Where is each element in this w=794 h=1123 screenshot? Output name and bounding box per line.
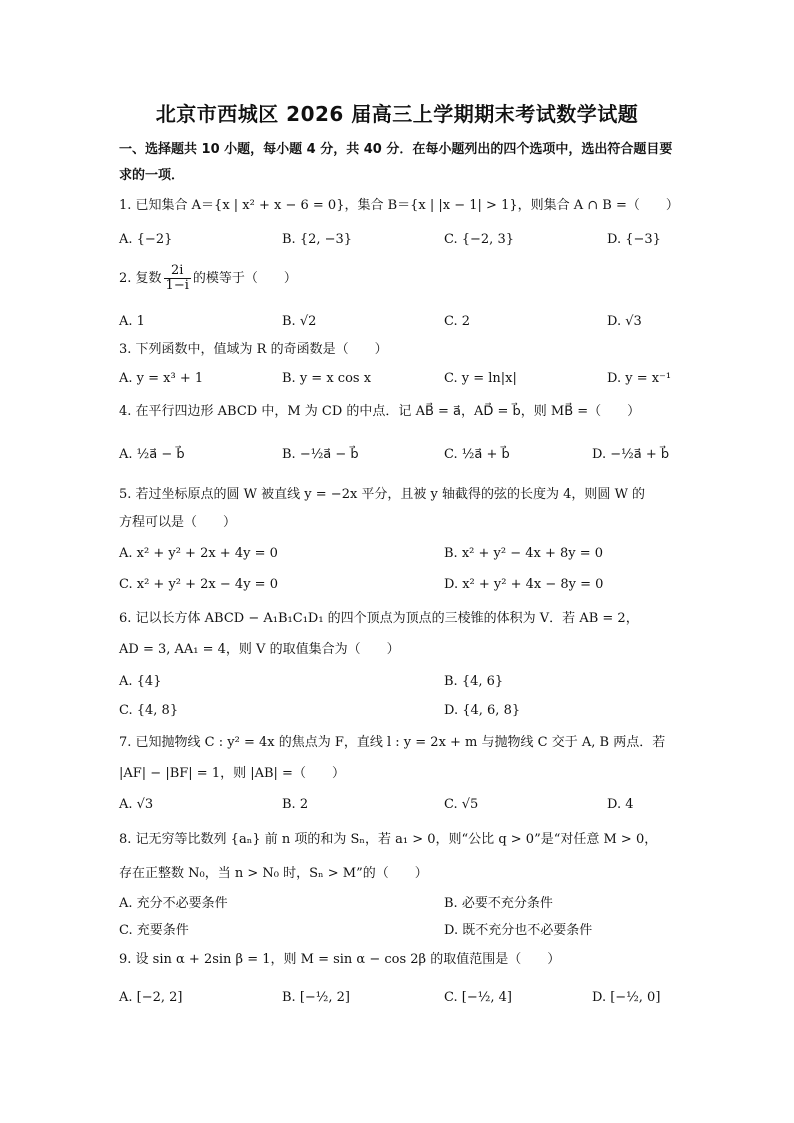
q5-option-a: A. x² + y² + 2x + 4y = 0 xyxy=(119,546,278,561)
q7-option-c: C. √5 xyxy=(444,797,479,812)
question-1-stem: 1. 已知集合 A＝{x | x² + x − 6 = 0}，集合 B＝{x | |x − 1| > 1}，则集合 A ∩ B =（ ） xyxy=(119,198,679,213)
question-2-stem xyxy=(119,264,297,293)
question-3-stem: 3. 下列函数中，值域为 R 的奇函数是（ ） xyxy=(119,342,388,357)
q9-option-d: D. [−½, 0] xyxy=(592,990,661,1005)
q4-option-c: C. ½a⃗ + b⃗ xyxy=(444,447,510,462)
question-6-stem-cont: AD = 3, AA₁ = 4，则 V 的取值集合为（ ） xyxy=(119,642,400,657)
q6-option-d: D. {4, 6, 8} xyxy=(444,703,521,718)
q8-option-d: D. 既不充分也不必要条件 xyxy=(444,923,593,938)
q2-option-b: B. √2 xyxy=(282,314,317,329)
q2-fraction-numerator: 2i xyxy=(164,264,191,279)
q7-option-b: B. 2 xyxy=(282,797,309,812)
section-heading: 一、选择题共 10 小题，每小题 4 分，共 40 分．在每小题列出的四个选项中，选出符合题目要求的一项． xyxy=(119,142,673,183)
question-7-stem: 7. 已知抛物线 C : y² = 4x 的焦点为 F，直线 l : y = 2x + m 与抛物线 C 交于 A, B 两点．若 xyxy=(119,735,666,750)
question-6-stem: 6. 记以长方体 ABCD − A₁B₁C₁D₁ 的四个顶点为顶点的三棱锥的体积为 V．若 AB = 2， xyxy=(119,611,639,626)
q1-option-c: C. {−2, 3} xyxy=(444,232,514,247)
q5-option-b: B. x² + y² − 4x + 8y = 0 xyxy=(444,546,604,561)
q2-fraction-denominator: 1−i xyxy=(165,278,189,293)
q8-option-c: C. 充要条件 xyxy=(119,923,189,938)
q7-option-d: D. 4 xyxy=(607,797,634,812)
question-8-stem-cont: 存在正整数 N₀，当 n > N₀ 时，Sₙ > M”的（ ） xyxy=(119,866,428,881)
q2-stem-prefix: 2. 复数 xyxy=(119,271,162,286)
question-5-stem: 5. 若过坐标原点的圆 W 被直线 y = −2x 平分，且被 y 轴截得的弦的长度为 4，则圆 W 的 xyxy=(119,487,646,502)
q5-option-d: D. x² + y² + 4x − 8y = 0 xyxy=(444,577,604,592)
q3-option-d: D. y = x⁻¹ xyxy=(607,371,672,386)
q6-option-c: C. {4, 8} xyxy=(119,703,179,718)
q3-option-c: C. y = ln|x| xyxy=(444,371,517,386)
q1-option-d: D. {−3} xyxy=(607,232,661,247)
q7-option-a: A. √3 xyxy=(119,797,154,812)
q9-option-a: A. [−2, 2] xyxy=(119,990,183,1005)
question-4-stem: 4. 在平行四边形 ABCD 中，M 为 CD 的中点．记 AB⃗ = a⃗，AD⃗ = b⃗，则 MB⃗ =（ ） xyxy=(119,404,641,419)
question-9-stem: 9. 设 sin α + 2sin β = 1，则 M = sin α − cos 2β 的取值范围是（ ） xyxy=(119,952,561,967)
q4-option-d: D. −½a⃗ + b⃗ xyxy=(592,447,670,462)
q2-option-d: D. √3 xyxy=(607,314,642,329)
q8-option-a: A. 充分不必要条件 xyxy=(119,896,228,911)
q2-option-a: A. 1 xyxy=(119,314,145,329)
question-5-stem-cont: 方程可以是（ ） xyxy=(119,515,237,530)
q9-option-b: B. [−½, 2] xyxy=(282,990,350,1005)
page-title: 北京市西城区 2026 届高三上学期期末考试数学试题 xyxy=(155,102,639,126)
q6-option-a: A. {4} xyxy=(119,674,162,689)
q3-option-b: B. y = x cos x xyxy=(282,371,372,386)
question-7-stem-cont: |AF| − |BF| = 1，则 |AB| =（ ） xyxy=(119,766,345,781)
q2-option-c: C. 2 xyxy=(444,314,471,329)
q6-option-b: B. {4, 6} xyxy=(444,674,504,689)
q4-option-a: A. ½a⃗ − b⃗ xyxy=(119,447,185,462)
q5-option-c: C. x² + y² + 2x − 4y = 0 xyxy=(119,577,278,592)
q2-fraction xyxy=(164,264,191,293)
q4-option-b: B. −½a⃗ − b⃗ xyxy=(282,447,359,462)
q9-option-c: C. [−½, 4] xyxy=(444,990,512,1005)
q2-stem-suffix: 的模等于（ ） xyxy=(192,271,297,286)
q1-option-a: A. {−2} xyxy=(119,232,173,247)
q8-option-b: B. 必要不充分条件 xyxy=(444,896,553,911)
q3-option-a: A. y = x³ + 1 xyxy=(119,371,204,386)
q1-option-b: B. {2, −3} xyxy=(282,232,353,247)
question-8-stem: 8. 记无穷等比数列 {aₙ} 前 n 项的和为 Sₙ，若 a₁ > 0，则“公比 q > 0”是“对任意 M > 0， xyxy=(119,832,658,847)
